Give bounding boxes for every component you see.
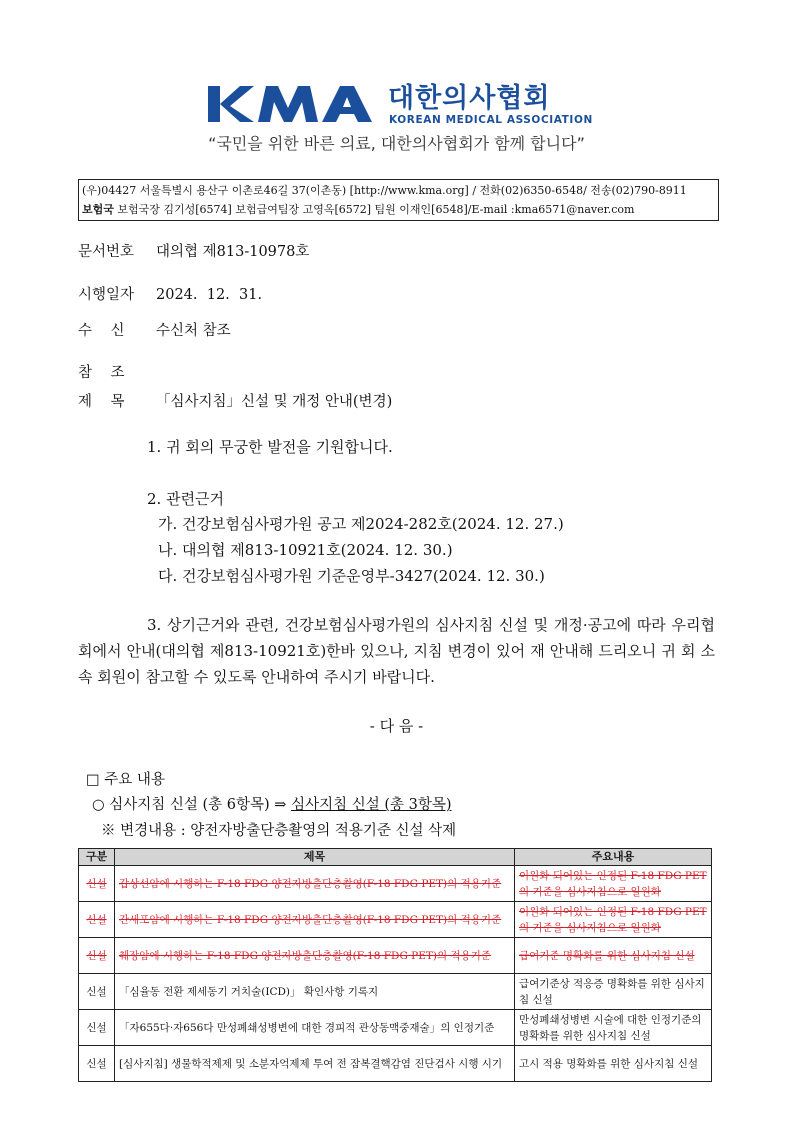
- header-content: 주요내용: [515, 849, 712, 866]
- ref-row: [78, 361, 156, 382]
- ref-item-3: 다. 건강보험심사평가원 기준운영부-3427(2024. 12. 30.): [158, 567, 545, 585]
- contact-box: [78, 179, 719, 221]
- doc-number: 대의협 제813-10978호: [156, 244, 310, 260]
- kma-logo: [208, 84, 380, 124]
- dept-label: 보험국: [82, 203, 114, 216]
- guideline-table: [78, 848, 712, 1082]
- row-type: 신설: [79, 866, 115, 902]
- row-title: 췌장암에 시행하는 F-18 FDG 양전자방출단층촬영(F-18 FDG PET)의 적용기준: [115, 938, 515, 974]
- item-line: [92, 793, 452, 814]
- date-row: [78, 283, 262, 304]
- slogan: “국민을 위한 바른 의료, 대한의사협회가 함께 합니다”: [208, 134, 585, 153]
- row-content: 고시 적용 명확화를 위한 심사지침 신설: [515, 1046, 712, 1082]
- doc-number-row: [78, 240, 309, 261]
- date-label: 시행일자: [78, 287, 135, 303]
- related-basis-title: 2. 관련근거: [147, 490, 225, 508]
- subject-label: 제 목: [78, 394, 125, 410]
- contact-staff-text: 보험국장 김기성[6574] 보험급여팀장 고영옥[6572] 팀원 이재인[6548]/E-mail :kma6571@naver.com: [113, 203, 635, 216]
- row-title: 「자655다·자656다 만성폐쇄성병변에 대한 경피적 관상동맥중재술」의 인정기준: [115, 1010, 515, 1046]
- table-row: [79, 974, 712, 1010]
- table-row: [79, 902, 712, 938]
- item-prefix: ○ 심사지침 신설 (총 6항목) ⇒: [92, 797, 292, 813]
- header-type: 구분: [79, 849, 115, 866]
- date-value: 2024. 12. 31.: [156, 287, 263, 303]
- row-type: 신설: [79, 1010, 115, 1046]
- row-content: 만성폐쇄성병변 시술에 대한 인정기준의 명확화를 위한 심사지침 신설: [515, 1010, 712, 1046]
- item-new: 심사지침 신설 (총 3항목): [291, 797, 452, 813]
- table-row: [79, 1046, 712, 1082]
- ref-item-1: 가. 건강보험심사평가원 공고 제2024-282호(2024. 12. 27.): [158, 515, 564, 533]
- table-row: [79, 1010, 712, 1046]
- row-title: 「심율동 전환 제세동기 거치술(ICD)」 확인사항 기록지: [115, 974, 515, 1010]
- separator: - 다 음 -: [369, 717, 424, 735]
- row-title: 간세포암에 시행하는 F-18 FDG 양전자방출단층촬영(F-18 FDG PET)의 적용기준: [115, 902, 515, 938]
- subject-value: 「심사지침」신설 및 개정 안내(변경): [156, 394, 393, 410]
- subject-row: [78, 390, 392, 411]
- recipient-label: 수 신: [78, 323, 125, 339]
- contact-address: (우)04427 서울특별시 용산구 이촌로46길 37(이촌동) [http://www.kma.org] / 전화(02)6350-6548/ 전송(02)790-8911: [82, 184, 687, 197]
- row-content: 이원화 되어있는 인정된 F-18 FDG PET의 기준을 심사지침으로 일원화: [515, 902, 712, 938]
- header-title: 제목: [115, 849, 515, 866]
- row-type: 신설: [79, 902, 115, 938]
- row-content: 급여기준상 적응증 명확화를 위한 심사지침 신설: [515, 974, 712, 1010]
- doc-number-label: 문서번호: [78, 244, 135, 260]
- row-content: 급여기준 명확화를 위한 심사지침 신설: [515, 938, 712, 974]
- contact-staff: [82, 200, 718, 219]
- row-type: 신설: [79, 938, 115, 974]
- recipient-row: [78, 319, 231, 340]
- table-row: [79, 938, 712, 974]
- change-note: ※ 변경내용 : 양전자방출단층촬영의 적용기준 신설 삭제: [101, 823, 457, 839]
- table-row: [79, 866, 712, 902]
- row-type: 신설: [79, 1046, 115, 1082]
- paragraph-3: 3. 상기근거와 관련, 건강보험심사평가원의 심사지침 신설 및 개정·공고에 따라 우리협회에서 안내(대의협 제813-10921호)한바 있으나, 지침 변경이 있어 재 안내해 드리오니 귀 회 소속 회원이 참고할 수 있도록 안내하여 주시기 바랍니다.: [78, 616, 715, 686]
- row-type: 신설: [79, 974, 115, 1010]
- row-title: 갑상선암에 시행하는 F-18 FDG 양전자방출단층촬영(F-18 FDG PET)의 적용기준: [115, 866, 515, 902]
- ref-label: 참 조: [78, 365, 125, 381]
- org-name-en: KOREAN MEDICAL ASSOCIATION: [389, 114, 593, 126]
- paragraph-1: 1. 귀 회의 무궁한 발전을 기원합니다.: [147, 438, 393, 456]
- row-title: [심사지침] 생물학적제제 및 소분자억제제 투여 전 잠복결핵감염 진단검사 시행 시기: [115, 1046, 515, 1082]
- row-content: 이원화 되어있는 인정된 F-18 FDG PET의 기준을 심사지침으로 일원화: [515, 866, 712, 902]
- table-header-row: [79, 849, 712, 866]
- ref-item-2: 나. 대의협 제813-10921호(2024. 12. 30.): [158, 541, 453, 559]
- section-title: □ 주요 내용: [86, 772, 165, 788]
- org-name-kr: 대한의사협회: [388, 83, 551, 114]
- recipient-value: 수신처 참조: [156, 323, 231, 339]
